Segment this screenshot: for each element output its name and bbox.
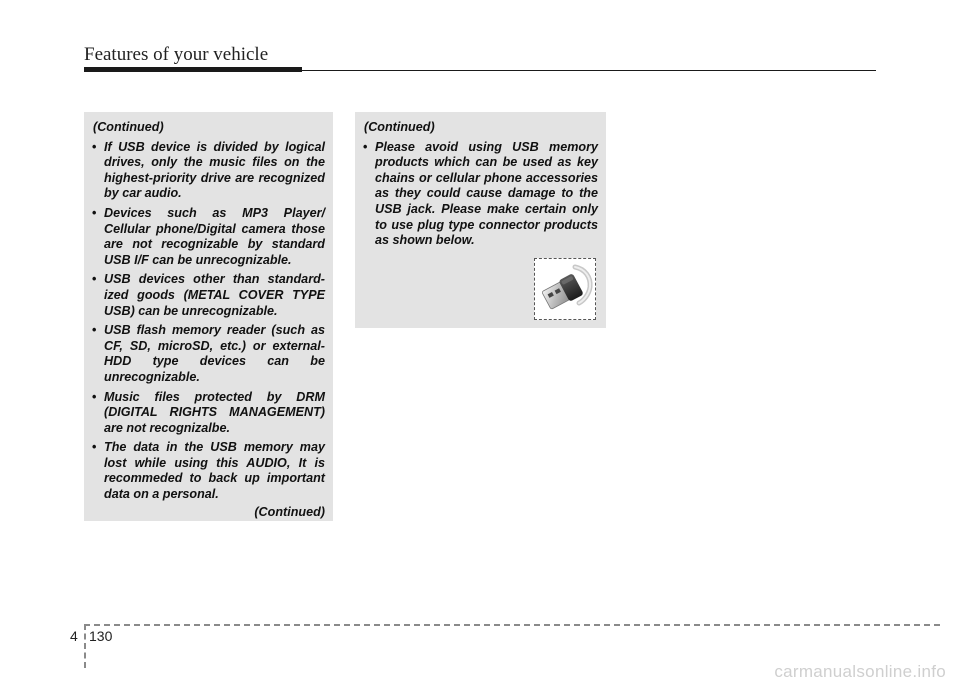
list-item (93, 272, 325, 319)
list-item-text: The data in the USB memory may lost while using this AUDIO, It is recommeded to back up important data on a personal. (104, 440, 325, 502)
footer-divider (84, 624, 86, 668)
list-item-text: If USB device is divided by logical drives, only the music files on the highest-priority drive are recognized by car audio. (104, 139, 325, 201)
list-item-text: Devices such as MP3 Player/ Cellular phone/Digital camera those are not recognizable by standard USB I/F can be unrecognizable. (104, 205, 325, 267)
caution-box-left (84, 112, 333, 521)
list-item-text: USB devices other than standardized goods (METAL COVER TYPE USB) can be unrecognizable. (104, 272, 325, 318)
caution-list-left (93, 140, 325, 503)
usb-plug-image (534, 258, 596, 320)
list-item (93, 440, 325, 502)
caution-list-right (364, 140, 598, 249)
footer-rule (84, 624, 940, 626)
bullet-icon: • (92, 139, 97, 154)
page-header-title: Features of your vehicle (84, 44, 269, 65)
list-item-text: Please avoid using USB memory products which can be used as key chains or cellular phone accessories as they could cause damage to the USB jack. Please make certain only to use plug type connector products as shown below. (375, 139, 598, 248)
chapter-number: 4 (70, 628, 78, 644)
bullet-icon: • (92, 389, 97, 404)
usb-plug-icon (535, 259, 595, 319)
header-rule-thick (84, 67, 302, 72)
caution-box-right (355, 112, 606, 328)
list-item (93, 390, 325, 437)
list-item (93, 140, 325, 202)
continued-label-bottom: (Continued) (254, 504, 325, 519)
list-item-text: Music files protected by DRM (DIGITAL RIGHTS MANAGEMENT) are not recognizalbe. (104, 389, 325, 435)
bullet-icon: • (92, 323, 97, 338)
bullet-icon: • (92, 205, 97, 220)
list-item (93, 323, 325, 385)
list-item-text: USB flash memory reader (such as CF, SD, microSD, etc.) or external-HDD type devices can be unrecognizable. (104, 323, 325, 384)
header-rule-thin (302, 70, 876, 71)
continued-label-top: (Continued) (364, 120, 435, 134)
bullet-icon: • (363, 139, 368, 154)
page-number: 130 (89, 628, 113, 644)
list-item (93, 206, 325, 268)
bullet-icon: • (92, 440, 97, 455)
bullet-icon: • (92, 272, 97, 287)
list-item (364, 140, 598, 249)
watermark-text: carmanualsonline.info (774, 662, 946, 681)
continued-label-top: (Continued) (93, 120, 164, 134)
